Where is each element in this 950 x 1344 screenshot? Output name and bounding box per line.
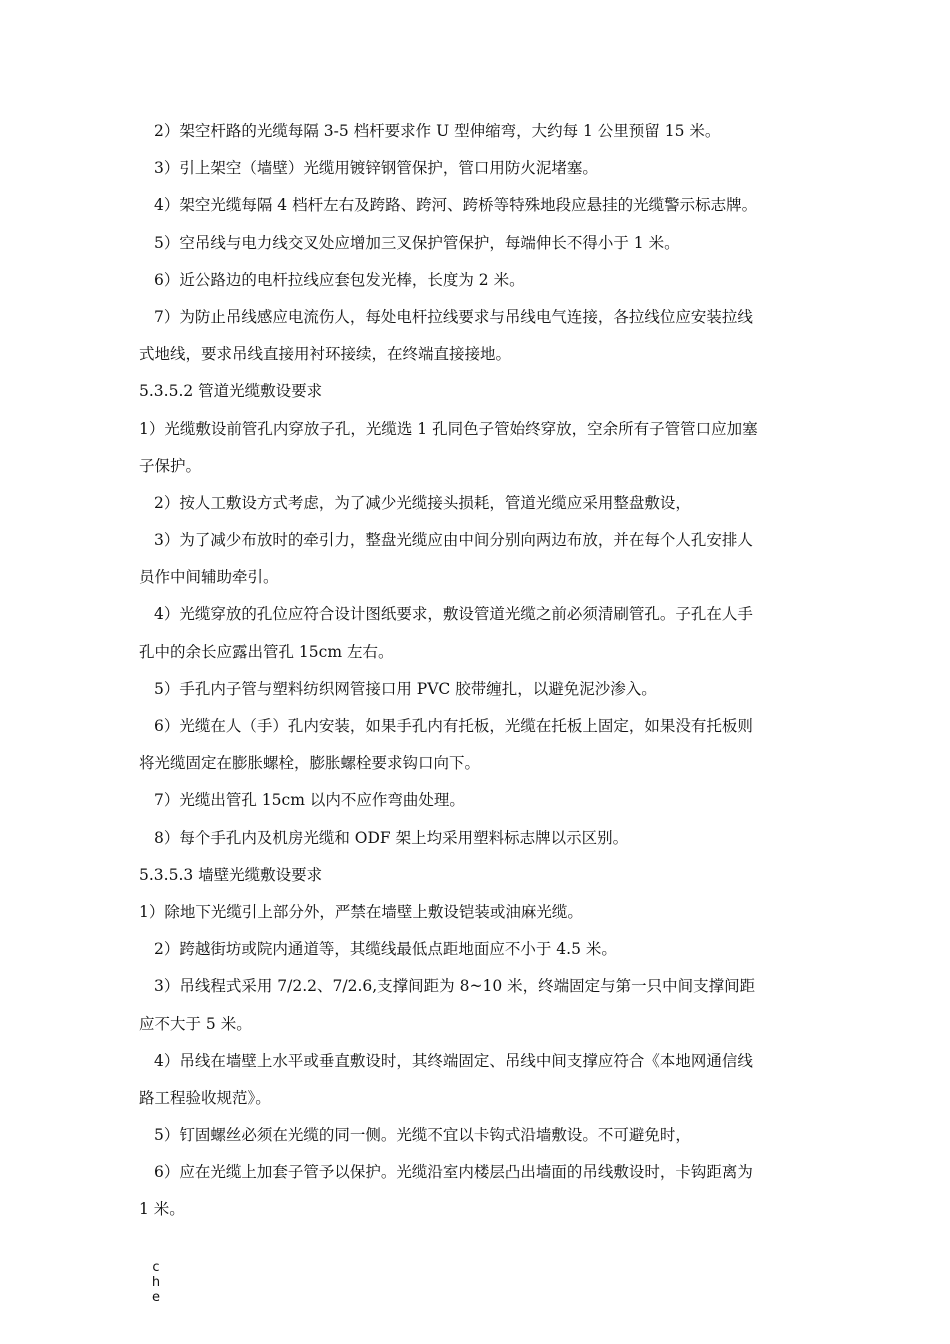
paragraph-line: 4）吊线在墙壁上水平或垂直敷设时，其终端固定、吊线中间支撑应符合《本地网通信线 [154,1051,753,1070]
paragraph-line: 1 米。 [139,1200,185,1219]
paragraph-line: 8）每个手孔内及机房光缆和 ODF 架上均采用塑料标志牌以示区别。 [154,828,629,847]
paragraph-line: 2）跨越街坊或院内通道等，其缆线最低点距地面应不小于 4.5 米。 [154,940,617,959]
paragraph-line: 6）近公路边的电杆拉线应套包发光棒，长度为 2 米。 [154,270,525,289]
paragraph-line: 3）为了减少布放时的牵引力，整盘光缆应由中间分别向两边布放，并在每个人孔安排人 [154,531,753,550]
paragraph-line: 1）除地下光缆引上部分外，严禁在墙壁上敷设铠装或油麻光缆。 [139,902,583,921]
footer-letter: e [152,1290,160,1305]
paragraph-line: 4）光缆穿放的孔位应符合设计图纸要求，敷设管道光缆之前必须清刷管孔。子孔在人手 [154,605,753,624]
paragraph-line: 式地线，要求吊线直接用衬环接续，在终端直接接地。 [139,345,512,364]
document-body [139,113,815,1229]
paragraph-line: 3）吊线程式采用 7/2.2、7/2.6,支撑间距为 8~10 米，终端固定与第一只中间支撑间距 [154,977,756,996]
section-heading: 5.3.5.2 管道光缆敷设要求 [139,382,323,401]
footer-letter: h [151,1275,161,1290]
paragraph-line: 5）手孔内子管与塑料纺织网管接口用 PVC 胶带缠扎，以避免泥沙渗入。 [154,679,657,698]
paragraph-line: 2）按人工敷设方式考虑，为了减少光缆接头损耗，管道光缆应采用整盘敷设， [154,493,691,512]
paragraph-line: 4）架空光缆每隔 4 档杆左右及跨路、跨河、跨桥等特殊地段应悬挂的光缆警示标志牌。 [154,196,758,215]
paragraph-line: 子保护。 [139,456,202,475]
section-heading: 5.3.5.3 墙壁光缆敷设要求 [139,865,323,884]
paragraph-line: 5）钉固螺丝必须在光缆的同一侧。光缆不宜以卡钩式沿墙敷设。不可避免时， [154,1126,691,1145]
paragraph-line: 孔中的余长应露出管孔 15cm 左右。 [139,642,394,661]
footer-letter: c [152,1260,160,1275]
paragraph-line: 7）光缆出管孔 15cm 以内不应作弯曲处理。 [154,791,465,810]
paragraph-line: 6）应在光缆上加套子管予以保护。光缆沿室内楼层凸出墙面的吊线敷设时，卡钩距离为 [154,1163,753,1182]
paragraph-line: 5）空吊线与电力线交叉处应增加三叉保护管保护，每端伸长不得小于 1 米。 [154,233,680,252]
paragraph-line: 1）光缆敷设前管孔内穿放子孔，光缆选 1 孔同色子管始终穿放，空余所有子管管口应加塞 [139,419,758,438]
paragraph-line: 路工程验收规范》。 [139,1088,271,1107]
paragraph-line: 2）架空杆路的光缆每隔 3-5 档杆要求作 U 型伸缩弯，大约每 1 公里预留 15 米。 [154,122,721,140]
paragraph-line: 员作中间辅助牵引。 [139,568,279,587]
footer-vertical-text [150,1260,162,1305]
paragraph-line: 应不大于 5 米。 [139,1014,252,1033]
paragraph-line: 7）为防止吊线感应电流伤人，每处电杆拉线要求与吊线电气连接，各拉线位应安装拉线 [154,307,753,326]
paragraph-line: 6）光缆在人（手）孔内安装，如果手孔内有托板，光缆在托板上固定，如果没有托板则 [154,717,753,735]
paragraph-line: 将光缆固定在膨胀螺栓，膨胀螺栓要求钩口向下。 [139,754,481,773]
paragraph-line: 3）引上架空（墙壁）光缆用镀锌钢管保护，管口用防火泥堵塞。 [154,159,598,178]
